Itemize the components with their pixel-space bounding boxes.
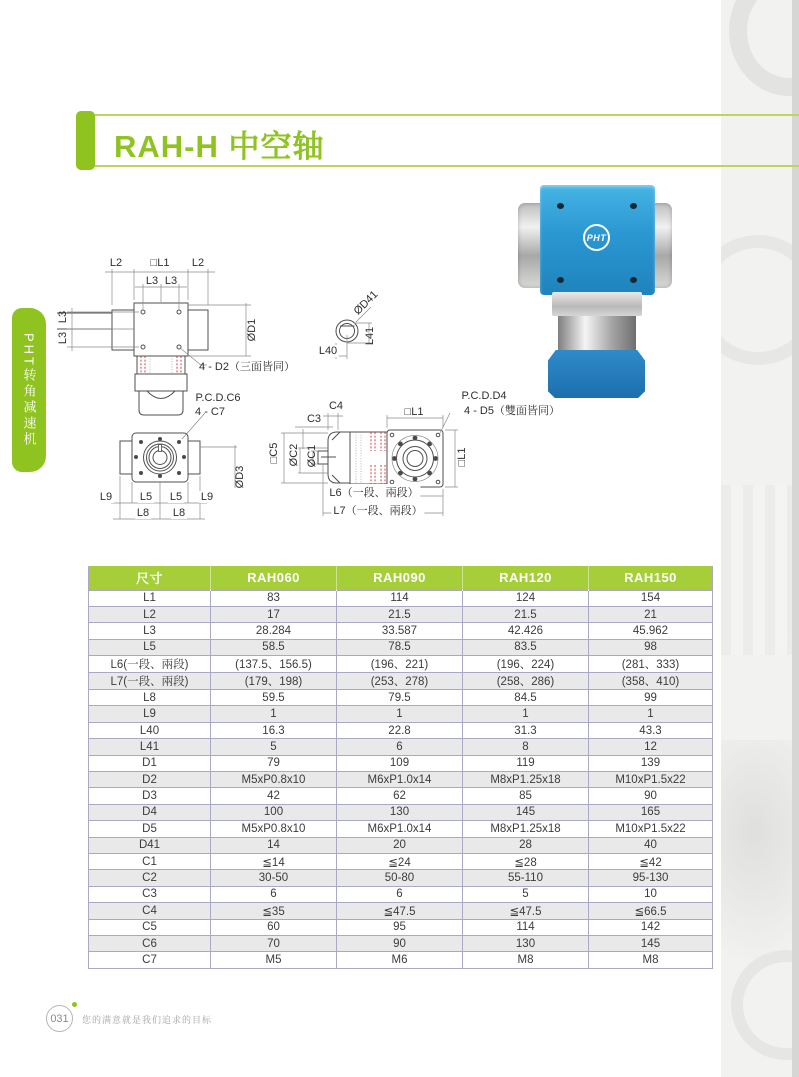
bolt-dot [557,277,564,283]
cell-value: 145 [463,804,589,820]
cell-value: 6 [211,886,337,902]
table-row [89,673,713,690]
footer-page-circle [46,1005,73,1032]
dim-label: L7（一段、兩段） [331,502,424,518]
annotation-label: P.C.D.D4 [461,390,507,402]
dim-label: L6（一段、兩段） [327,484,420,500]
cell-value: M10xP1.5x22 [589,821,713,837]
table-row [89,623,713,639]
table-row [89,837,713,853]
cell-value: 31.3 [463,722,589,738]
row-label: C5 [89,919,211,935]
dim-label: ØD41 [351,288,381,318]
dim-label: ØC2 [288,443,300,467]
cell-value: 45.962 [589,623,713,639]
row-label: D1 [89,755,211,771]
cell-value: 119 [463,755,589,771]
table-row [89,935,713,951]
cell-value: 42.426 [463,623,589,639]
cell-value: ≦47.5 [463,903,589,919]
dim-label: L8 [136,507,150,519]
cell-value: M8 [589,952,713,968]
cell-value: 145 [589,935,713,951]
footer-slogan: 您的满意就是我们追求的目标 [82,1015,213,1025]
row-label: D2 [89,772,211,788]
dim-label: L3 [57,310,69,324]
column-header-model: RAH150 [589,566,713,590]
cell-value: M6xP1.0x14 [337,821,463,837]
cell-value: 21.5 [463,606,589,622]
table-row [89,870,713,886]
dim-label: L2 [191,257,205,269]
dim-label: L5 [139,491,153,503]
cell-value: 33.587 [337,623,463,639]
cell-value: 154 [589,590,713,606]
cell-value: 100 [211,804,337,820]
cell-value: ≦47.5 [337,903,463,919]
machinery-blur-shape [721,740,792,970]
cell-value: 42 [211,788,337,804]
cell-value: ≦28 [463,853,589,869]
row-label: C7 [89,952,211,968]
row-label: C4 [89,903,211,919]
cell-value: (179、198) [211,673,337,690]
cell-value: 95-130 [589,870,713,886]
cell-value: 43.3 [589,722,713,738]
row-label: L41 [89,739,211,755]
cell-value: 1 [589,706,713,722]
cell-value: (137.5、156.5) [211,656,337,673]
cell-value: 78.5 [337,639,463,655]
row-label: D41 [89,837,211,853]
dim-label: C3 [306,413,322,425]
cell-value: 58.5 [211,639,337,655]
cell-value: 40 [589,837,713,853]
cell-value: 79 [211,755,337,771]
row-label: D3 [89,788,211,804]
cell-value: 28.284 [211,623,337,639]
row-label: C3 [89,886,211,902]
cell-value: 12 [589,739,713,755]
table-row [89,853,713,869]
row-label: L7(一段、兩段) [89,673,211,690]
table-row [89,690,713,706]
annotation-label: 4 - C7 [195,406,225,418]
cell-value: 28 [463,837,589,853]
pht-logo-text: PHT [586,232,607,243]
cell-value: M5xP0.8x10 [211,772,337,788]
dim-label: □C5 [268,442,280,464]
cell-value: ≦14 [211,853,337,869]
dim-label: L5 [169,491,183,503]
cell-value: 165 [589,804,713,820]
annotation-label: 4 - D5（雙面皆同） [464,405,560,417]
table-row [89,722,713,738]
title-accent-bar [76,111,95,170]
cell-value: 98 [589,639,713,655]
cell-value: (196、224) [463,656,589,673]
row-label: L8 [89,690,211,706]
dim-label: L9 [99,491,113,503]
cell-value: M5 [211,952,337,968]
cell-value: 59.5 [211,690,337,706]
cell-value: 60 [211,919,337,935]
cell-value: 114 [337,590,463,606]
dim-label: ØD3 [234,465,246,489]
cell-value: M10xP1.5x22 [589,772,713,788]
annotation-label: 4 - D2（三面皆同） [199,361,295,373]
cell-value: ≦66.5 [589,903,713,919]
dim-label: L8 [172,507,186,519]
bolt-dot [630,277,637,283]
row-label: L9 [89,706,211,722]
cell-value: (196、221) [337,656,463,673]
cell-value: ≦42 [589,853,713,869]
table-row [89,821,713,837]
side-tab-label: PHT转角减速机 [21,332,37,448]
cell-value: 1 [211,706,337,722]
page-edge-shade [792,0,799,1077]
table-row [89,755,713,771]
cell-value: 85 [463,788,589,804]
column-header-size: 尺寸 [89,566,211,590]
cell-value: 62 [337,788,463,804]
cell-value: 22.8 [337,722,463,738]
row-label: L40 [89,722,211,738]
shaft-cylinder [558,316,636,352]
bolt-dot [630,203,637,209]
cell-value: M6 [337,952,463,968]
dim-label: □L1 [404,406,424,418]
cell-value: 5 [463,886,589,902]
cell-value: 90 [589,788,713,804]
dim-label: L3 [145,275,159,287]
cell-value: 139 [589,755,713,771]
table-row [89,590,713,606]
row-label: C2 [89,870,211,886]
side-tab-series [12,308,46,472]
cell-value: ≦35 [211,903,337,919]
table-row [89,903,713,919]
machinery-shaft-shape [721,485,792,655]
cell-value: 5 [211,739,337,755]
dim-label: ØC1 [306,444,318,468]
cell-value: M8xP1.25x18 [463,772,589,788]
cell-value: 95 [337,919,463,935]
cell-value: ≦24 [337,853,463,869]
table-row [89,606,713,622]
cell-value: M6xP1.0x14 [337,772,463,788]
row-label: L1 [89,590,211,606]
cell-value: 6 [337,886,463,902]
table-row [89,706,713,722]
cell-value: (358、410) [589,673,713,690]
cell-value: 90 [337,935,463,951]
dim-label: L9 [200,491,214,503]
annotation-label: P.C.D.C6 [195,392,241,404]
cell-value: 84.5 [463,690,589,706]
cell-value: 21.5 [337,606,463,622]
dim-label: L40 [318,345,338,357]
dimensions-table [88,566,713,969]
cell-value: (281、333) [589,656,713,673]
cell-value: (253、278) [337,673,463,690]
table-row [89,656,713,673]
table-row [89,886,713,902]
machinery-gear-shape [729,0,792,96]
row-label: L6(一段、兩段) [89,656,211,673]
bolt-dot [557,203,564,209]
table-row [89,772,713,788]
machinery-gear-shape [721,235,792,365]
cell-value: 1 [337,706,463,722]
pht-logo [583,224,610,251]
dim-label: L41 [364,326,376,346]
row-label: D5 [89,821,211,837]
dim-label: L2 [109,257,123,269]
cell-value: 20 [337,837,463,853]
footer-page-number: 031 [50,1012,69,1025]
cell-value: 124 [463,590,589,606]
cell-value: M5xP0.8x10 [211,821,337,837]
cell-value: 50-80 [337,870,463,886]
cell-value: 17 [211,606,337,622]
cell-value: 99 [589,690,713,706]
product-photo [495,170,695,405]
column-header-model: RAH090 [337,566,463,590]
row-label: L3 [89,623,211,639]
table-row [89,739,713,755]
cell-value: 55-110 [463,870,589,886]
dim-label: □L1 [456,447,468,467]
row-label: L5 [89,639,211,655]
dim-label: □L1 [150,257,170,269]
cell-value: 16.3 [211,722,337,738]
cell-value: 30-50 [211,870,337,886]
cell-value: 21 [589,606,713,622]
cell-value: M8xP1.25x18 [463,821,589,837]
dim-label: C4 [328,400,344,412]
row-label: L2 [89,606,211,622]
cell-value: 109 [337,755,463,771]
table-row [89,788,713,804]
cell-value: 79.5 [337,690,463,706]
dim-label: ØD1 [246,318,258,342]
table-header-row [89,566,713,590]
row-label: C6 [89,935,211,951]
cell-value: 83 [211,590,337,606]
cell-value: 10 [589,886,713,902]
cell-value: 1 [463,706,589,722]
machinery-photo-strip [721,0,792,1077]
cell-value: M8 [463,952,589,968]
adapter-plate [552,292,642,316]
column-header-model: RAH120 [463,566,589,590]
cell-value: 14 [211,837,337,853]
cell-value: 70 [211,935,337,951]
cell-value: 6 [337,739,463,755]
table-row [89,919,713,935]
title-rule-top [92,114,799,116]
cell-value: 130 [337,804,463,820]
row-label: D4 [89,804,211,820]
table-row [89,804,713,820]
table-row [89,639,713,655]
table-row [89,952,713,968]
cell-value: 8 [463,739,589,755]
footer-green-dot [72,1002,77,1007]
dim-label: L3 [164,275,178,287]
cell-value: 130 [463,935,589,951]
cell-value: 114 [463,919,589,935]
cell-value: 83.5 [463,639,589,655]
cell-value: (258、286) [463,673,589,690]
row-label: C1 [89,853,211,869]
column-header-model: RAH060 [211,566,337,590]
dim-label: L3 [57,331,69,345]
cell-value: 142 [589,919,713,935]
page-title: RAH-H 中空轴 [114,129,325,164]
gearbox-base [548,350,645,398]
